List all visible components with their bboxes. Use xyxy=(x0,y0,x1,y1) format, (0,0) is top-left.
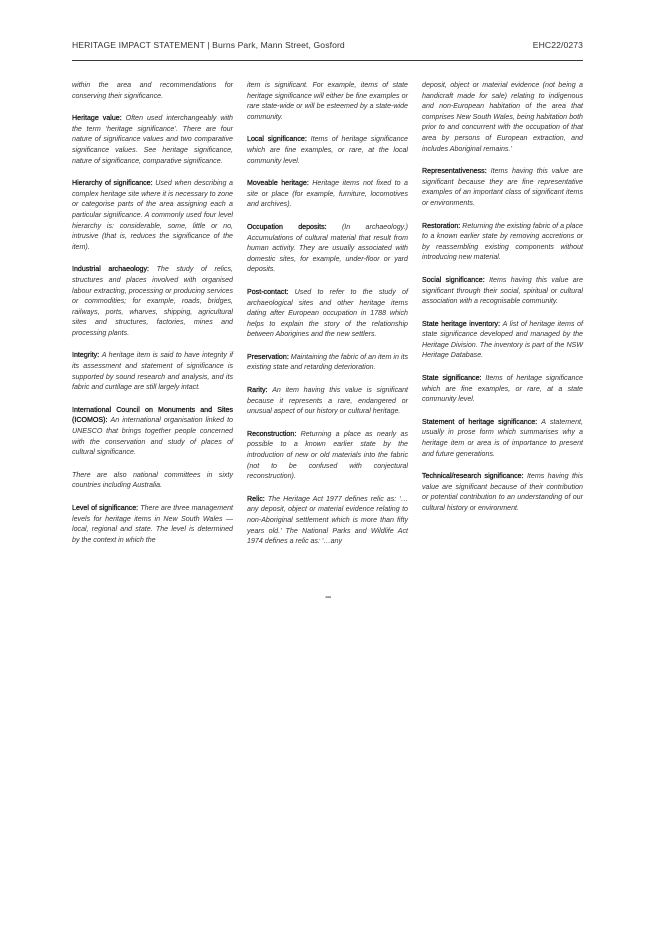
glossary-term: Preservation: xyxy=(247,352,289,361)
header-divider xyxy=(72,60,583,61)
glossary-column-3 xyxy=(422,80,583,526)
glossary-term: Moveable heritage: xyxy=(247,179,309,188)
glossary-definition: Used when describing a complex heritage site where it is necessary to zone or categorise parts of the area assigning each a particular significance. A commonly used four level hierarchy is: considerable, some, little or no, intrusive (that is, reduces the significance of the item). xyxy=(72,179,233,251)
glossary-entry xyxy=(247,429,408,482)
glossary-definition: A statement, usually in prose form which summarises why a heritage item or area is of importance to present and future generations. xyxy=(422,417,583,458)
glossary-term: Industrial archaeology: xyxy=(72,265,149,274)
glossary-definition: Items having this value are significant because of their contribution or potential contribution to an understanding of our cultural history or environment. xyxy=(422,472,583,512)
glossary-definition: deposit, object or material evidence (not being a handicraft made for sale) relating to indigenous and non-European habitation of the area that comprises New South Wales, being habitation both prior to and concurrent with the occupation of that area by persons of European extraction, and includes Aboriginal remains.’ xyxy=(422,81,583,153)
glossary-entry xyxy=(247,178,408,210)
running-header xyxy=(72,40,583,56)
glossary-definition: Returning a place as nearly as possible to a known earlier state by the introduction of new or old materials into the fabric (not to be confused with conjectural reconstruction). xyxy=(247,429,408,481)
glossary-definition: The study of relics, structures and places involved with organised labour extracting, processing or producing services or commodities; for example, roads, bridges, railways, ports, wharves, shipping, agricultural sites and structures, factories, mines and processing plants. xyxy=(72,265,233,337)
glossary-entry xyxy=(72,113,233,166)
glossary-definition: A heritage item is said to have integrity if its assessment and statement of significance is supported by sound research and analysis, and its fabric and curtilage are still largely intact. xyxy=(72,351,233,392)
glossary-entry xyxy=(72,470,233,491)
glossary-term: Representativeness: xyxy=(422,167,487,176)
glossary-term: International Council on Monuments and Sites (ICOMOS): xyxy=(72,405,233,425)
glossary-definition: item is significant. For example, items of state heritage significance will either be fine examples or rare state-wide or will be esteemed by a state-wide community. xyxy=(247,81,408,121)
glossary-term: Restoration: xyxy=(422,221,461,230)
glossary-entry xyxy=(72,178,233,252)
glossary-definition: Items having this value are significant through their social, spiritual or cultural association with a recognisable community. xyxy=(422,275,583,306)
glossary-term: Rarity: xyxy=(247,386,268,395)
glossary-entry xyxy=(422,80,583,154)
glossary-definition: An international organisation linked to UNESCO that brings together people concerned with the conservation and study of places of cultural significance. xyxy=(72,416,233,457)
glossary-term: Statement of heritage significance: xyxy=(422,417,538,426)
glossary-term: Occupation deposits: xyxy=(247,222,327,231)
glossary-entry xyxy=(247,80,408,122)
glossary-entry xyxy=(72,80,233,101)
glossary-term: Hierarchy of significance: xyxy=(72,179,153,188)
glossary-term: Heritage value: xyxy=(72,114,122,123)
glossary-entry xyxy=(247,352,408,373)
glossary-column-1 xyxy=(72,80,233,557)
glossary-definition: within the area and recommendations for conserving their significance. xyxy=(72,81,233,100)
end-mark: --- xyxy=(325,594,331,601)
glossary-entry xyxy=(422,166,583,208)
glossary-entry xyxy=(72,405,233,458)
document-reference: EHC22/0273 xyxy=(532,40,583,50)
glossary-term: Reconstruction: xyxy=(247,429,297,438)
glossary-entry xyxy=(247,134,408,166)
glossary-entry xyxy=(72,350,233,392)
glossary-definition: An item having this value is significant because it represents a rare, endangered or unusual aspect of our history or cultural heritage. xyxy=(247,386,408,416)
glossary-term: State significance: xyxy=(422,374,482,383)
glossary-entry xyxy=(422,221,583,263)
glossary-definition: Maintaining the fabric of an item in its existing state and retarding deterioration. xyxy=(247,352,408,372)
glossary-entry xyxy=(247,494,408,547)
glossary-entry xyxy=(72,264,233,338)
glossary-term: Relic: xyxy=(247,494,265,503)
glossary-column-2 xyxy=(247,80,408,559)
glossary-entry xyxy=(422,275,583,307)
glossary-definition: Items having this value are significant because they are fine representative examples of an important class of significant items or environments. xyxy=(422,167,583,207)
glossary-entry xyxy=(422,319,583,361)
glossary-definition: Heritage items not fixed to a site or place (for example, furniture, locomotives and archives). xyxy=(247,179,408,209)
glossary-entry xyxy=(422,373,583,405)
glossary-term: Level of significance: xyxy=(72,504,139,512)
glossary-definition: There are also national committees in sixty countries including Australia. xyxy=(72,470,233,490)
glossary-entry xyxy=(422,417,583,459)
glossary-term: Post-contact: xyxy=(247,287,289,296)
glossary-definition: There are three management levels for heritage items in New South Wales — local, regional and state. The level is determined by the context in which the xyxy=(72,504,233,544)
glossary-definition: Used to refer to the study of archaeological sites and other heritage items dating after European occupation in 1788 which helps to explain the story of the relationship between Aborigines and the new settlers. xyxy=(247,287,408,339)
glossary-term: State heritage inventory: xyxy=(422,319,501,328)
glossary-entry xyxy=(422,471,583,513)
glossary-definition: Items of heritage significance which are fine examples, or rare, at a state community level. xyxy=(422,374,583,404)
glossary-definition: Returning the existing fabric of a place to a known earlier state by removing accretions or by reassembling existing components without introducing new material. xyxy=(422,221,583,262)
glossary-definition: (In archaeology.) Accumulations of cultural material that result from human activity. They are usually associated with domestic sites, for example, under-floor or yard deposits. xyxy=(247,222,408,274)
glossary-entry xyxy=(247,222,408,275)
glossary-entry xyxy=(247,385,408,417)
glossary-definition: Items of heritage significance which are fine examples, or rare, at the local community level. xyxy=(247,135,409,165)
glossary-definition: Often used interchangeably with the term ‘heritage significance’. There are four nature of significance values and two comparative significance values. See heritage significance, nature of significance, comparative significance. xyxy=(72,114,233,165)
glossary-definition: The Heritage Act 1977 defines relic as: ‘…any deposit, object or material evidence relating to non-Aboriginal settlement which is more than fifty years old.’ The National Parks and Wildlife Act 1974 defines a relic as: ‘…any xyxy=(247,494,408,546)
glossary-definition: A list of heritage items of state significance developed and managed by the Heritage Division. The inventory is part of the NSW Heritage Database. xyxy=(422,319,583,360)
glossary-entry xyxy=(247,287,408,340)
glossary-term: Technical/research significance: xyxy=(422,472,524,481)
glossary-entry xyxy=(72,503,233,545)
glossary-term: Local significance: xyxy=(247,135,307,144)
document-title: HERITAGE IMPACT STATEMENT | Burns Park, Mann Street, Gosford xyxy=(72,40,345,50)
glossary-term: Social significance: xyxy=(422,275,485,284)
glossary-term: Integrity: xyxy=(72,351,100,360)
